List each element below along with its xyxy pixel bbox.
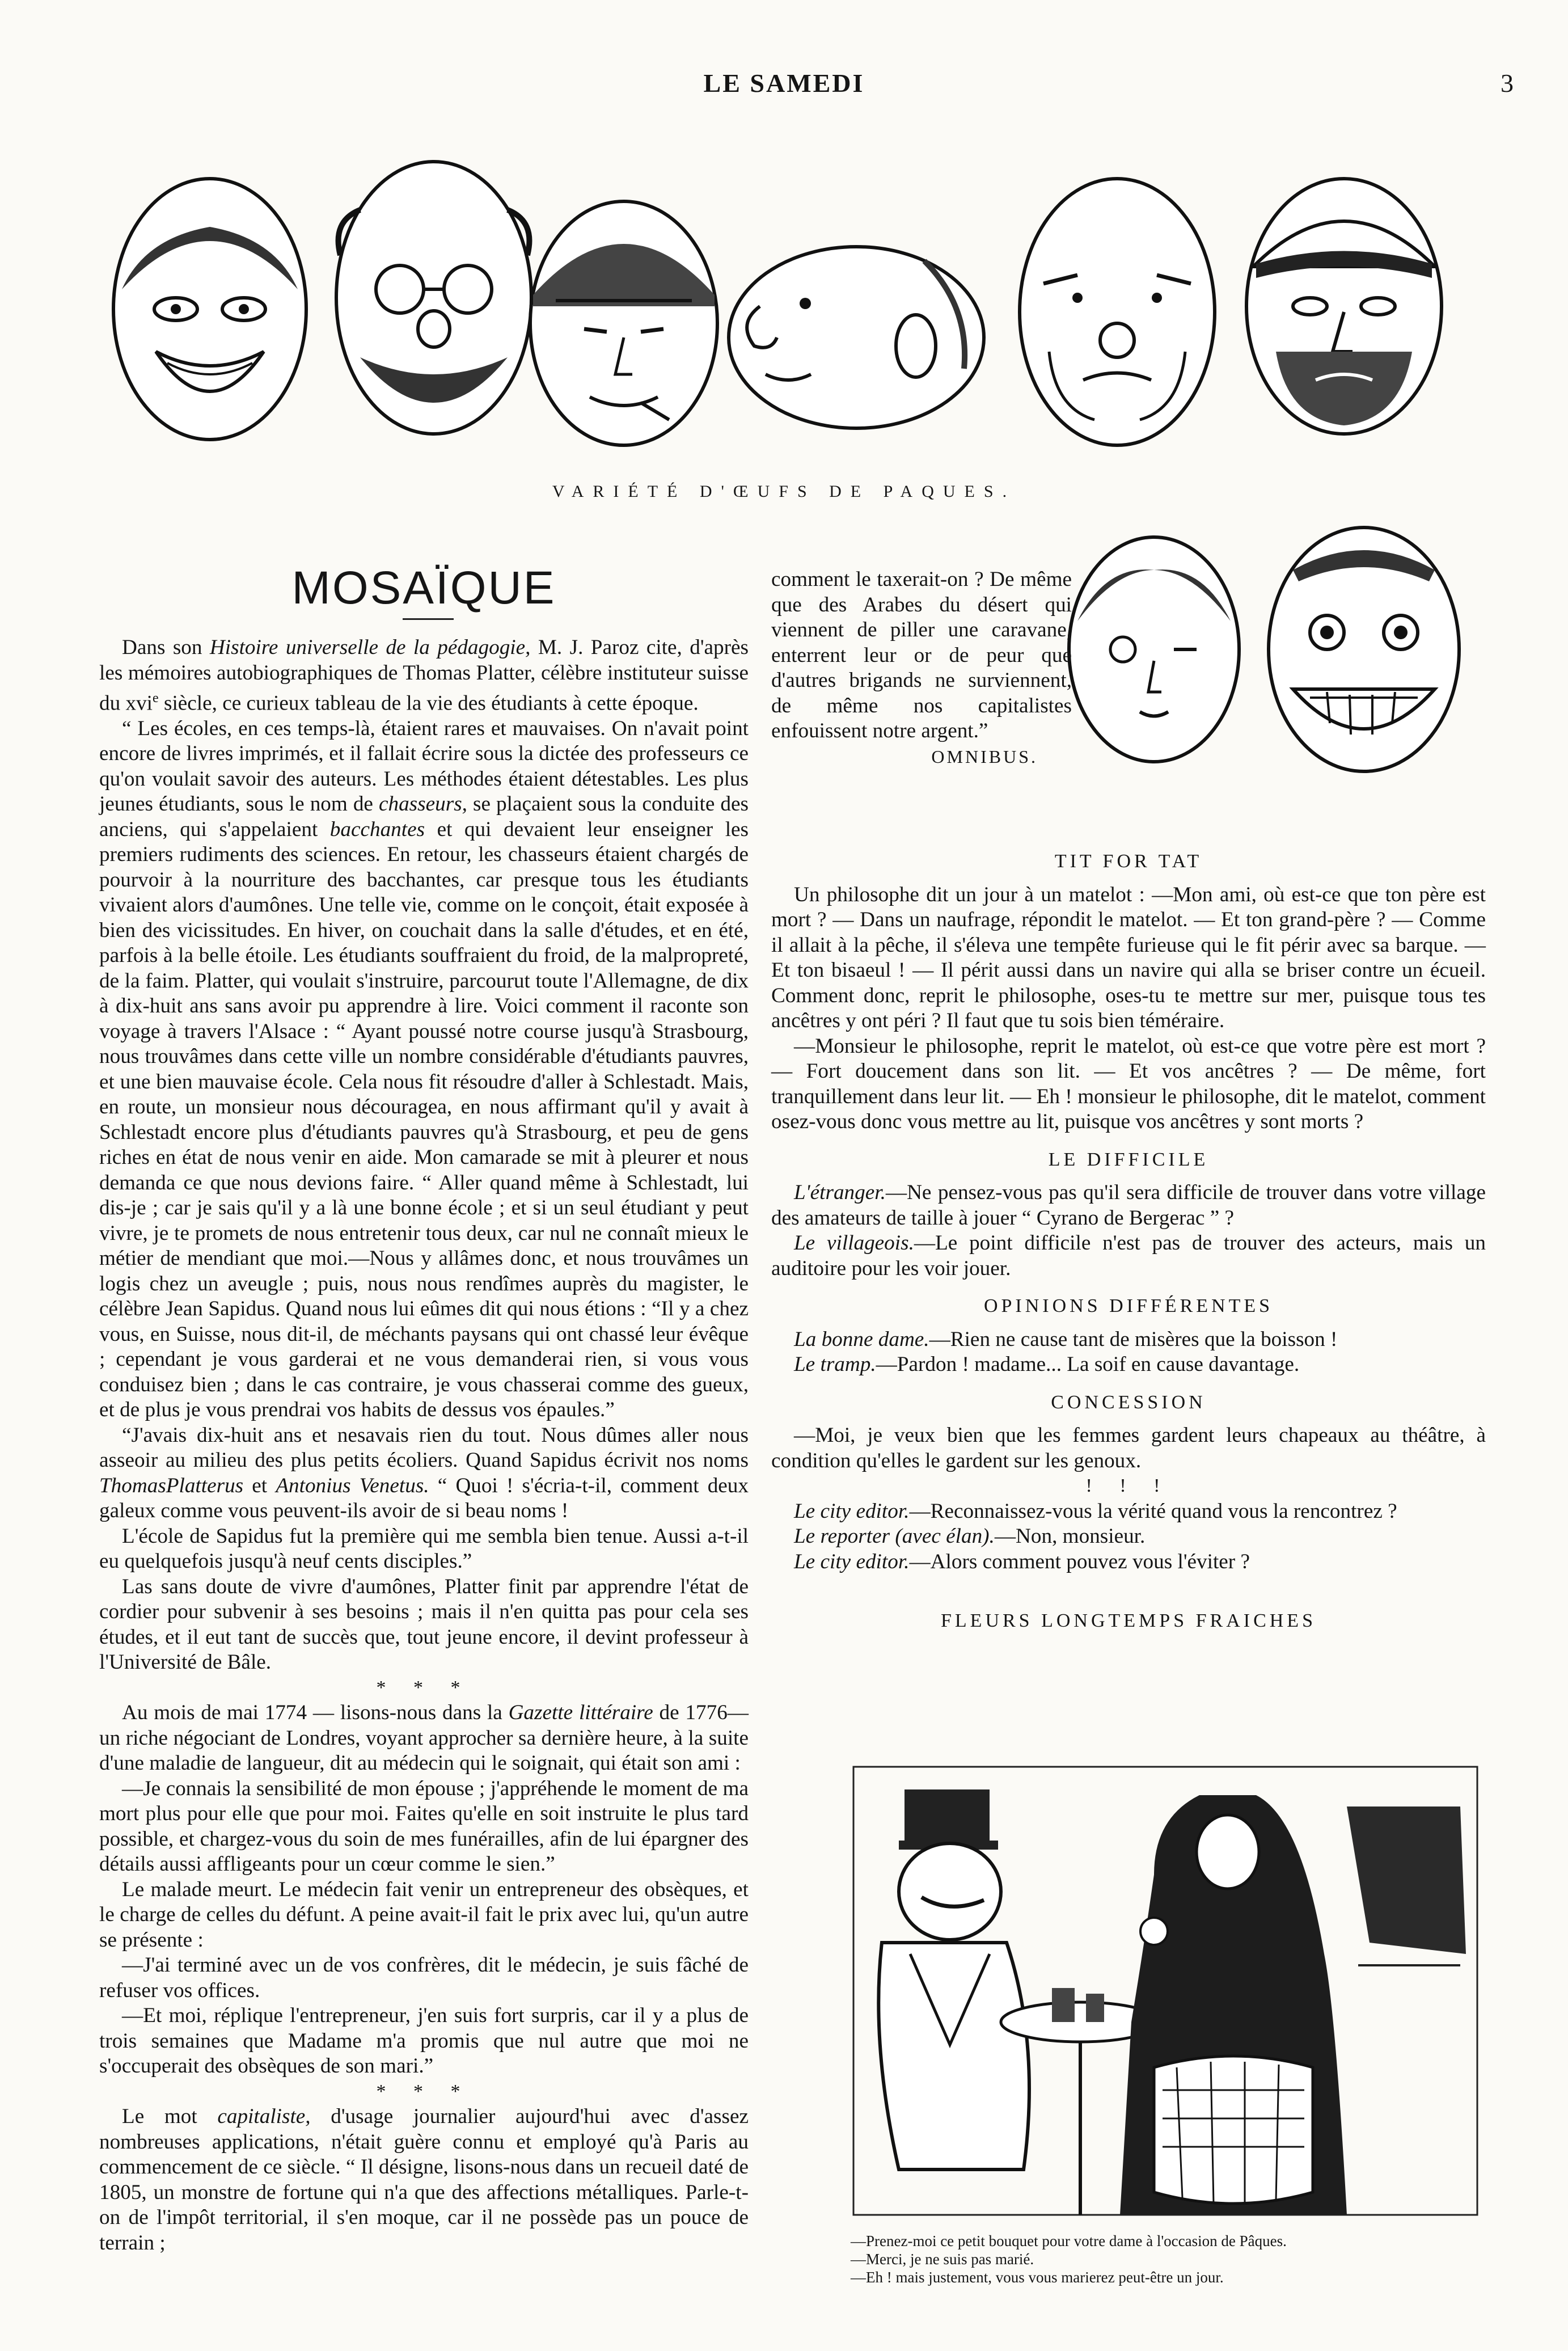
mosaique-title: MOSAÏQUE [291,562,556,614]
paragraph: L'étranger.—Ne pensez-vous pas qu'il sera difficile de trouver dans votre village des amateurs de taille à jouer “ Cyrano de Bergerac ” ? [771,1181,1486,1230]
paragraph: —Je connais la sensibilité de mon épouse ; j'appréhende le moment de ma mort plus pour elle que pour moi. Faites qu'elle en soit instruite le plus tard possible, et chargez-vous du soin de mes funérailles, afin de lui épargner des détails aussi affligeants pour un cœur comme le sien.” [99,1776,749,1876]
egg-caricature-monkey [105,170,315,448]
flower-seller-illustration [836,1727,1486,2226]
paragraph: —Et moi, réplique l'entrepreneur, j'en suis fort surpris, car il y a plus de trois semaines que Madame m'a promis que nul autre que moi ne s'occuperait des obsèques de son mari.” [99,2004,749,2078]
paragraph: La bonne dame.—Rien ne cause tant de misères que la boisson ! [794,1327,1338,1351]
mosaique-column [99,635,749,2256]
paragraph: Le city editor.—Alors comment pouvez vous l'éviter ? [794,1550,1250,1573]
paragraph: Le tramp.—Pardon ! madame... La soif en cause davantage. [794,1353,1300,1376]
page-number: 3 [1501,69,1514,98]
paragraph: —J'ai terminé avec un de vos confrères, dit le médecin, je suis fâché de refuser vos offices. [99,1953,749,2002]
paragraph: Las sans doute de vivre d'aumônes, Platter finit par apprendre l'état de cordier pour subvenir à ses besoins ; mais il n'en quitta pas pour cela ses études, et il eut tant de succès que, tout jeune encore, il devint professeur à l'Université de Bâle. [99,1575,749,1674]
signature: OMNIBUS. [931,746,1038,767]
title-rule [403,618,454,620]
illustration-caption [851,2232,1474,2286]
opinions-title: OPINIONS DIFFÉRENTES [983,1295,1274,1316]
paragraph: Au mois de mai 1774 — lisons-nous dans la Gazette littéraire de 1776— un riche négociant de Londres, voyant approcher sa dernière heure, à la suite d'une maladie de langueur, dit au médecin qui le soignait, qui était son ami : [99,1701,749,1775]
difficile-title: LE DIFFICILE [1048,1149,1209,1170]
egg-caricature-grinning-face [1259,519,1469,780]
mosaique-continuation [771,567,1072,769]
paragraph: comment le taxerait-on ? De même que des Arabes du désert qui viennent de piller une caravane, enterrent leur or de peur que d'autres brigands ne surviennent, de même nos capitalistes enfouissent notre argent.” [771,568,1072,742]
paragraph: —Moi, je veux bien que les femmes gardent leurs chapeaux au théâtre, à condition qu'elles le gardent sur les genoux. [771,1424,1486,1472]
eggs-caption: VARIÉTÉ D'ŒUFS DE PAQUES. [552,482,1016,501]
section-separator: * * * [376,1677,472,1698]
paragraph: Le villageois.—Le point difficile n'est pas de trouver des acteurs, mais un auditoire pour les voir jouer. [771,1231,1486,1280]
paragraph: —Monsieur le philosophe, reprit le matelot, où est-ce que votre père est mort ? — Fort doucement dans son lit. — Et vos ancêtres ? — De même, fort tranquillement dans leur lit. — Eh ! monsieur le philosophe, dit le matelot, comment osez-vous donc vous mettre au lit, puisque vos ancêtres y sont morts ? [771,1034,1486,1133]
caption-line: —Prenez-moi ce petit bouquet pour votre dame à l'occasion de Pâques. [851,2232,1287,2249]
paragraph: Un philosophe dit un jour à un matelot : —Mon ami, où est-ce que ton père est mort ? — Dans un naufrage, répondit le matelot. — Et ton grand-père ? — Comme il allait à la pêche, il s'éleva une tempête furieuse qui le fit périr avec sa barque. — Et ton bisaeul ! — Il périt aussi dans un navire qui alla se briser contre un écueil. Comment donc, reprit le philosophe, oses-tu te mettre sur mer, puisque tous tes ancêtres y ont péri ? Il faut que tu sois bien téméraire. [771,883,1486,1032]
egg-caricature-clown-nose [1009,170,1225,454]
masthead: LE SAMEDI [703,69,865,98]
paragraph: “ Les écoles, en ces temps-là, étaient rares et mauvaises. On n'avait point encore de livres imprimés, et il fallait écrire sous la dictée des professeurs ce qu'on voulait savoir des auteurs. Les méthodes étaient détestables. Les plus jeunes étudiants, sous le nom de chasseurs, se plaçaient sous la conduite des anciens, qui s'appelaient bacchantes et qui devaient leur enseigner les premiers rudiments des sciences. En retour, les chasseurs étaient chargés de pourvoir à la nourriture des bacchantes, car presque tous les étudiants vivaient alors d'aumônes. Une telle vie, comme on le conçoit, était exposée à bien des vicissitudes. En hiver, on couchait dans la salle d'études, et en été, parfois à la belle étoile. Les étudiants souffraient du froid, de la malpropreté, de la faim. Platter, qui voulait s'instruire, parcourut toute l'Allemagne, de dix à dix-huit ans sans avoir pu apprendre à lire. Voici comment il raconte son voyage à travers l'Alsace : “ Ayant poussé notre course jusqu'à Strasbourg, nous trouvâmes dans cette ville un nombre considérable d'étudiants pauvres, et une bien mauvaise école. Cela nous fit résoudre d'aller à Schlestadt. Mais, en route, un monsieur nous découragea, en nous affirmant qu'il y avait à Schlestadt encore plus d'étudiants pauvres qu'à Strasbourg, et peu de gens riches en état de nous venir en aide. Mon camarade se mit à pleurer et nous demanda ce que nous devions faire. “ Aller quand même à Schlestadt, lui dis-je ; car je sais qu'il y a là une bonne école ; et si un seul étudiant y peut vivre, je te promets de nous entretenir tous deux, car nul ne connaît mieux le métier de mendiant que moi.—Nous y allâmes donc, et nous trouvâmes un logis chez un aveugle ; puis, nous nous rendîmes auprès du magister, le célèbre Jean Sapidus. Quand nous lui eûmes dit qui nous étions : “Il y a chez vous, en Suisse, nous dit-il, de méchants paysans qui ont chassé leur évêque ; cependant je vous garderai et ne vous demanderai rien, si vous vous conduisez bien ; dans le cas contraire, je vous chasserai comme des gueux, et de plus je vous prendrai vos habits de dessus vos épaules.” [99,716,749,1422]
caption-line: —Merci, je ne suis pas marié. [851,2251,1034,2268]
titfortat-title: TIT FOR TAT [1054,851,1203,872]
egg-caricature-striped-cap [1236,170,1452,442]
egg-caricature-sideways-face [720,238,992,437]
concession-title: CONCESSION [1051,1391,1206,1413]
egg-caricature-bald-spectacles [326,153,542,442]
paragraph: Dans son Histoire universelle de la pédagogie, M. J. Paroz cite, d'après les mémoires autobiographiques de Thomas Platter, célèbre instituteur suisse du xvi$^e$ siècle, ce curieux tableau de la vie des étudiants à cette époque. [99,636,749,715]
caption-line: —Eh ! mais justement, vous vous marierez peut-être un jour. [851,2269,1224,2286]
paragraph: Le city editor.—Reconnaissez-vous la vérité quand vous la rencontrez ? [794,1499,1397,1523]
egg-caricature-checked-cap [522,193,726,454]
paragraph: Le reporter (avec élan).—Non, monsieur. [794,1525,1146,1548]
paragraph: L'école de Sapidus fut la première qui me sembla bien tenue. Aussi a-t-il eu quelquefois jusqu'à neuf cents disciples.” [99,1524,749,1573]
egg-caricature-woman-monocle [1060,530,1248,769]
paragraph: Le mot capitaliste, d'usage journalier aujourd'hui avec d'assez nombreuses applications, n'était guère connu et employé qu'à Paris au commencement de ce siècle. “ Il désigne, lisons-nous dans un recueil daté de 1805, un monstre de fortune qui n'a que des affections métalliques. Parle-t-on de l'impôt territorial, il s'en moque, car il ne possède pas un pouce de terrain ; [99,2105,749,2255]
section-separator: ! ! ! [1085,1475,1172,1496]
right-column [771,837,1486,1642]
paragraph: Le malade meurt. Le médecin fait venir un entrepreneur des obsèques, et le charge de celles du défunt. A peine avait-il fait le prix avec lui, qu'un autre se présente : [99,1877,749,1952]
section-separator: * * * [376,2080,472,2102]
paragraph: “J'avais dix-huit ans et nesavais rien du tout. Nous dûmes aller nous asseoir au milieu des plus petits écoliers. Quand Sapidus écrivit nos noms ThomasPlatterus et Antonius Venetus. “ Quoi ! s'écria-t-il, comment deux galeux comme vous peuvent-ils avoir de si beau noms ! [99,1423,749,1523]
fleurs-title: FLEURS LONGTEMPS FRAICHES [941,1610,1316,1631]
